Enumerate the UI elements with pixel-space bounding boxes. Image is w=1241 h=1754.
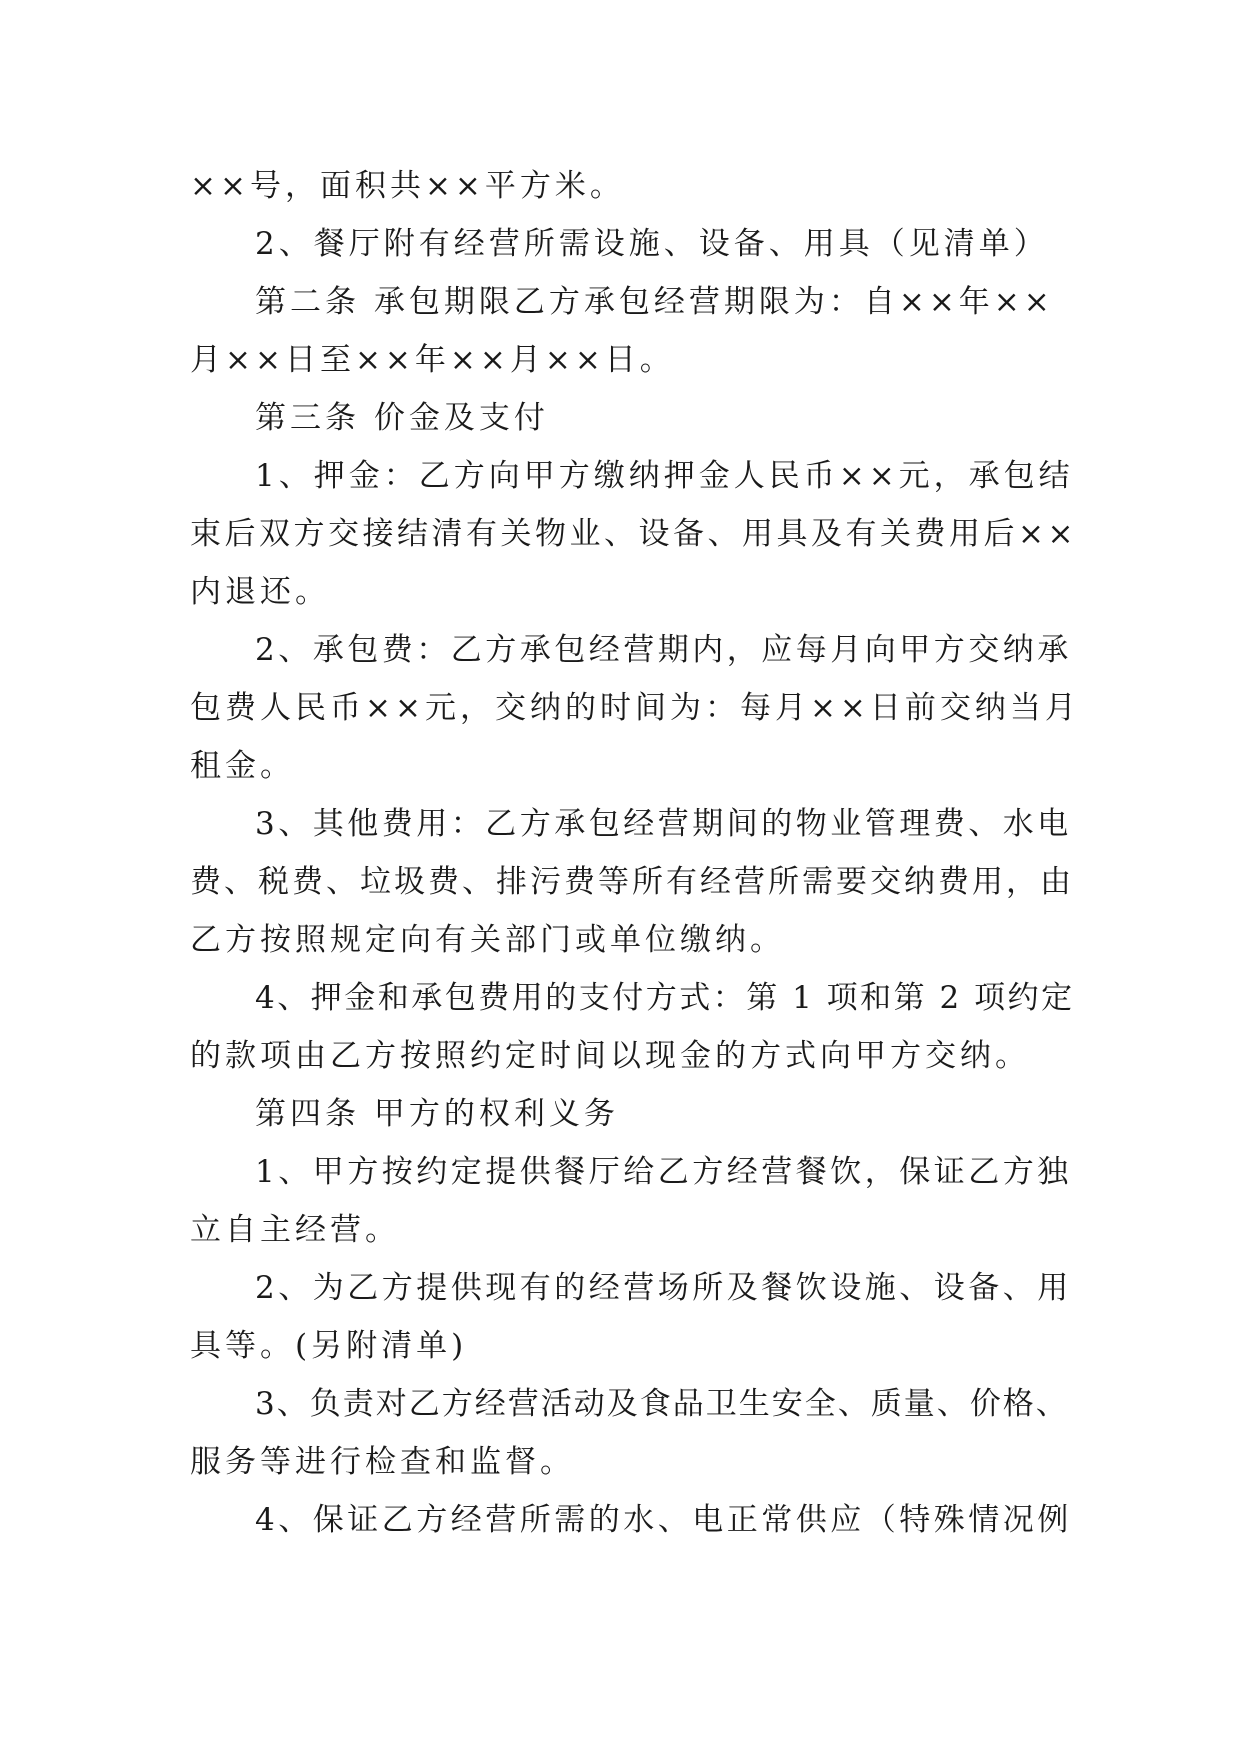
text-line: 包费人民币××元，交纳的时间为：每月××日前交纳当月 [190,690,1080,726]
text-line: 4、押金和承包费用的支付方式：第 1 项和第 2 项约定 [255,980,1075,1016]
text-line: 1、甲方按约定提供餐厅给乙方经营餐饮，保证乙方独 [255,1154,1072,1190]
text-line: 月××日至××年××月××日。 [190,342,675,378]
text-line: 4、保证乙方经营所需的水、电正常供应（特殊情况例 [255,1502,1072,1538]
text-line: 2、承包费：乙方承包经营期内，应每月向甲方交纳承 [255,632,1072,668]
text-line: 服务等进行检查和监督。 [190,1444,575,1480]
text-line: 3、其他费用：乙方承包经营期间的物业管理费、水电 [255,806,1072,842]
text-line: 具等。(另附清单) [190,1328,468,1364]
text-line: 费、税费、垃圾费、排污费等所有经营所需要交纳费用，由 [190,864,1074,900]
text-line: ××号，面积共××平方米。 [190,168,625,204]
text-line: 3、负责对乙方经营活动及食品卫生安全、质量、价格、 [255,1386,1069,1422]
text-line: 的款项由乙方按照约定时间以现金的方式向甲方交纳。 [190,1038,1030,1074]
section-heading: 第三条 价金及支付 [255,400,549,436]
text-line: 2、为乙方提供现有的经营场所及餐饮设施、设备、用 [255,1270,1072,1306]
text-line: 束后双方交接结清有关物业、设备、用具及有关费用后×× [190,516,1077,552]
text-line: 第二条 承包期限乙方承包经营期限为：自××年×× [255,284,1054,320]
text-line: 立自主经营。 [190,1212,400,1248]
text-line: 租金。 [190,748,295,784]
text-line: 内退还。 [190,574,330,610]
text-line: 1、押金：乙方向甲方缴纳押金人民币××元，承包结 [255,458,1074,494]
text-line: 2、餐厅附有经营所需设施、设备、用具（见清单） [255,226,1049,262]
section-heading: 第四条 甲方的权利义务 [255,1096,619,1132]
text-line: 乙方按照规定向有关部门或单位缴纳。 [190,922,785,958]
